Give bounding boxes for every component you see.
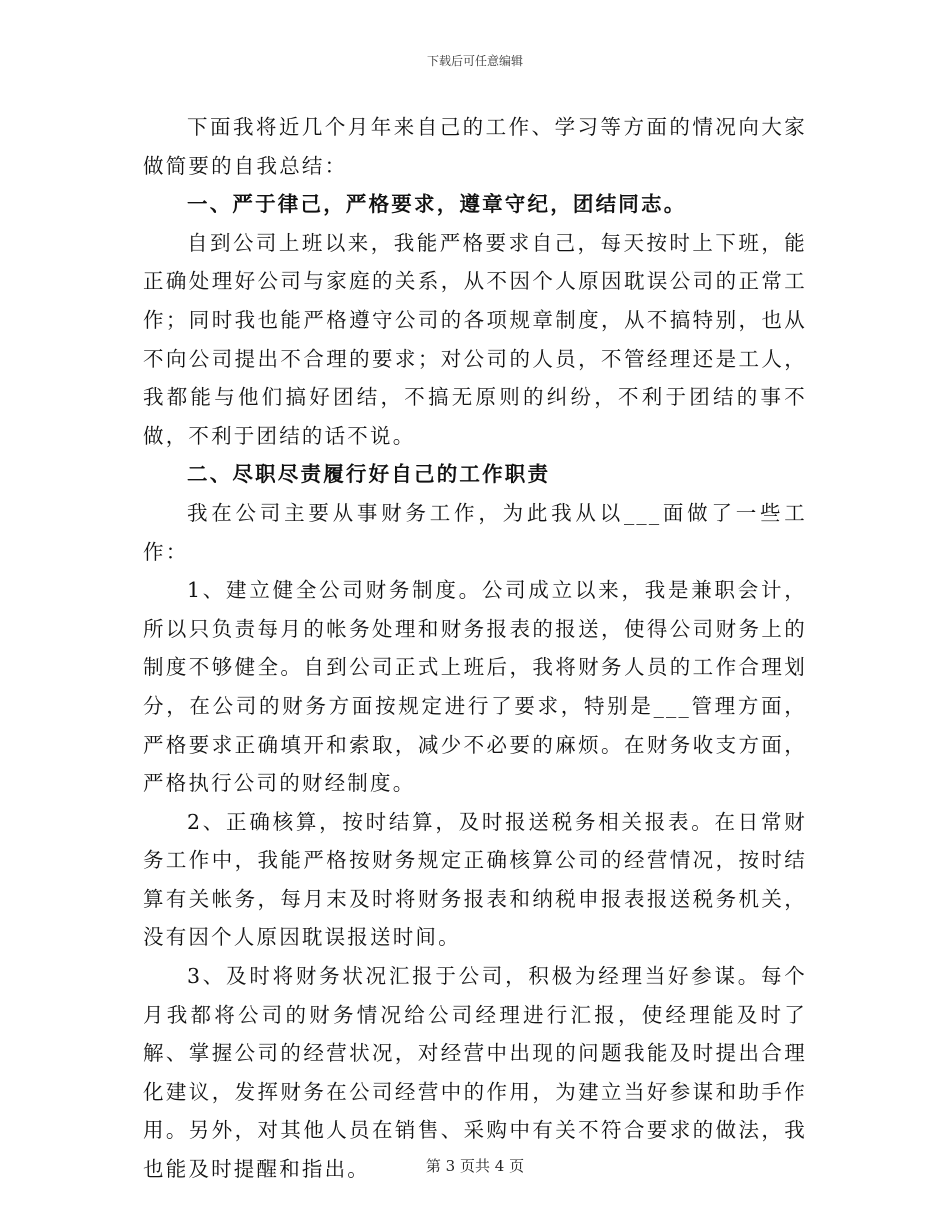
list-item-paragraph: 2、正确核算，按时结算，及时报送税务相关报表。在日常财务工作中，我能严格按财务规定正确核算公司的经营情况，按时结算有关帐务，每月末及时将财务报表和纳税申报表报送税务机关，没有因个人原因耽误报送时间。	[143, 809, 807, 950]
list-item-paragraph: 1、建立健全公司财务制度。公司成立以来，我是兼职会计，所以只负责每月的帐务处理和财务报表的报送，使得公司财务上的制度不够健全。自到公司正式上班后，我将财务人员的工作合理划分，在公司的财务方面按规定进行了要求，特别是___管理方面，严格要求正确填开和索取，减少不必要的麻烦。在财务收支方面，严格执行公司的财经制度。	[143, 578, 807, 796]
list-item-paragraph: 3、及时将财务状况汇报于公司，积极为经理当好参谋。每个月我都将公司的财务情况给公司经理进行汇报，使经理能及时了解、掌握公司的经营状况，对经营中出现的问题我能及时提出合理化建议，发挥财务在公司经营中的作用，为建立当好参谋和助手作用。另外，对其他人员在销售、采购中有关不符合要求的做法，我也能及时提醒和指出。	[143, 964, 807, 1182]
body-paragraph: 自到公司上班以来，我能严格要求自己，每天按时上下班，能正确处理好公司与家庭的关系，从不因个人原因耽误公司的正常工作；同时我也能严格遵守公司的各项规章制度，从不搞特别，也从不向公司提出不合理的要求；对公司的人员，不管经理还是工人，我都能与他们搞好团结，不搞无原则的纠纷，不利于团结的事不做，不利于团结的话不说。	[143, 230, 807, 448]
body-paragraph: 我在公司主要从事财务工作，为此我从以___面做了一些工作：	[143, 500, 807, 564]
section-heading-1: 一、严于律己，严格要求，遵章守纪，团结同志。	[187, 192, 687, 217]
section-heading-2: 二、尽职尽责履行好自己的工作职责	[187, 462, 551, 487]
page-number-footer: 第 3 页共 4 页	[425, 1157, 525, 1175]
document-body	[143, 108, 807, 1189]
page-header: 下载后可任意编辑	[426, 54, 523, 68]
intro-paragraph: 下面我将近几个月年来自己的工作、学习等方面的情况向大家做简要的自我总结：	[143, 115, 807, 178]
